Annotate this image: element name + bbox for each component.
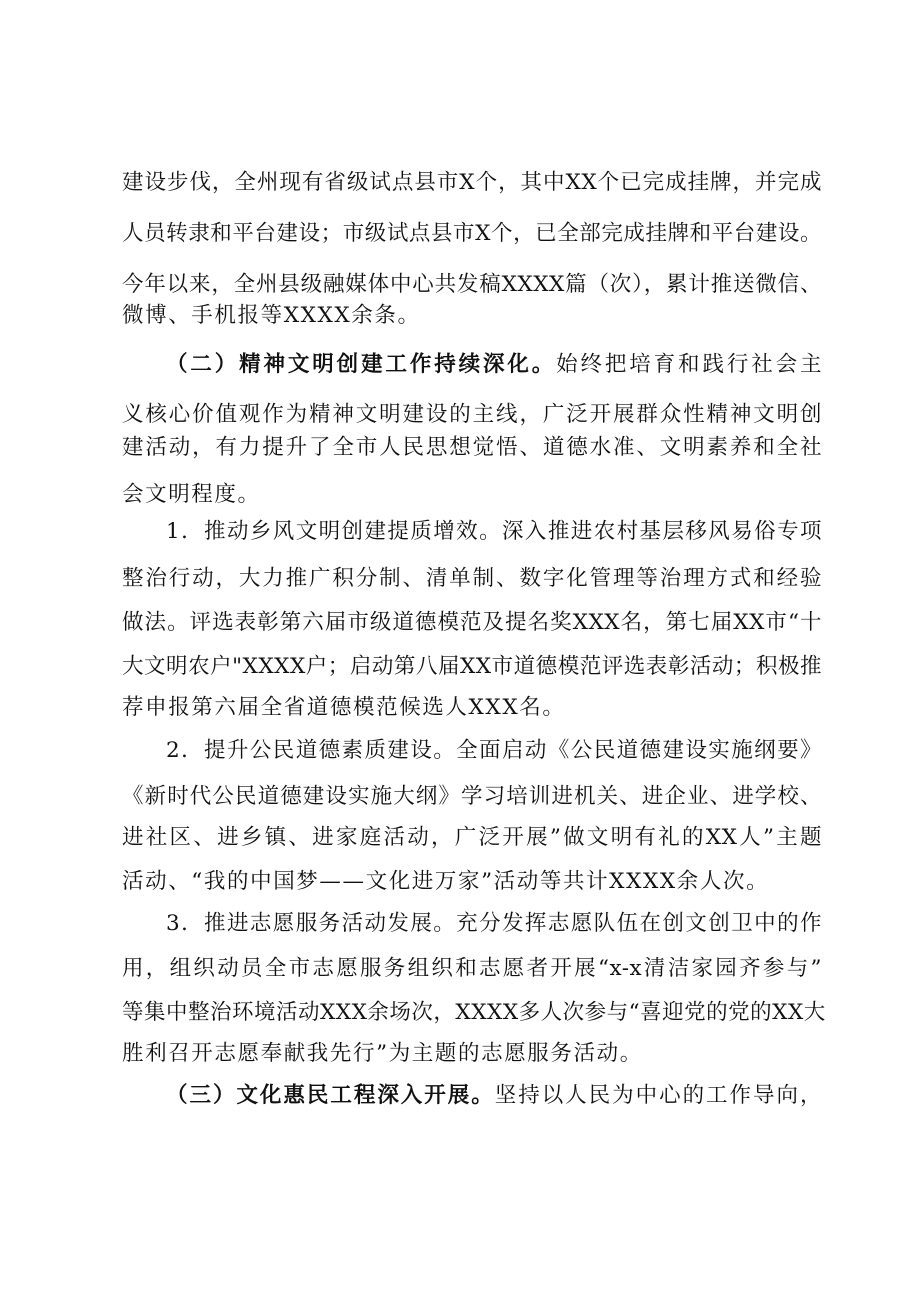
item2-line-1: 2．提升公民道德素质建设。全面启动《公民道德建设实施纲要》 <box>166 738 822 763</box>
item3-line-1: 3．推进志愿服务活动发展。充分发挥志愿队伍在创文创卫中的作 <box>166 911 822 936</box>
section2-line-4: 会文明程度。 <box>122 482 261 507</box>
para1-line-3: 今年以来，全州县级融媒体中心共发稿XXXX篇（次），累计推送微信、 <box>122 272 822 297</box>
item3-line-2: 用，组织动员全市志愿服务组织和志愿者开展“x-x清洁家园齐参与” <box>122 956 822 981</box>
item2-line-4: 活动、“我的中国梦——文化进万家”活动等共计XXXX余人次。 <box>122 869 770 894</box>
item1-line-1: 1．推动乡风文明创建提质增效。深入推进农村基层移风易俗专项 <box>166 519 822 544</box>
item1-line-5: 荐申报第六届全省道德模范候选人XXX名。 <box>122 695 566 720</box>
section2-line-1 <box>166 345 822 385</box>
item3-line-3: 等集中整治环境活动XXX余场次，XXXX多人次参与“喜迎党的党的XX大 <box>122 1000 826 1025</box>
para1-line-2: 人员转隶和平台建设；市级试点县市X个，已全部完成挂牌和平台建设。 <box>122 221 822 246</box>
item2-line-3: 进社区、进乡镇、进家庭活动，广泛开展”做文明有礼的XX人”主题 <box>122 825 822 850</box>
section3-heading-rest: 坚持以人民为中心的工作导向， <box>494 1083 822 1108</box>
item1-line-4: 大文明农户"XXXX户；启动第八届XX市道德模范评选表彰活动；积极推 <box>122 654 822 679</box>
para1-line-1: 建设步伐，全州现有省级试点县市X个，其中XX个已完成挂牌，并完成 <box>122 170 822 195</box>
section2-heading-rest: 始终把培育和践行社会主 <box>556 352 822 377</box>
section2-line-3: 建活动，有力提升了全市人民思想觉悟、道德水准、文明素养和全社 <box>122 435 822 460</box>
item3-line-4: 胜利召开志愿奉献我先行”为主题的志愿服务活动。 <box>122 1041 643 1066</box>
para1-line-4: 微博、手机报等XXXX余条。 <box>122 303 421 328</box>
item2-line-2: 《新时代公民道德建设实施大纲》学习培训进机关、进企业、进学校、 <box>122 784 822 809</box>
section3-line-1 <box>166 1076 822 1116</box>
section2-heading: （二）精神文明创建工作持续深化。 <box>166 352 557 377</box>
section3-heading: （三）文化惠民工程深入开展。 <box>166 1083 495 1108</box>
item1-line-3: 做法。评选表彰第六届市级道德模范及提名奖XXX名，第七届XX市“十 <box>122 610 822 635</box>
item1-line-2: 整治行动，大力推广积分制、清单制、数字化管理等治理方式和经验 <box>122 566 822 591</box>
section2-line-2: 义核心价值观作为精神文明建设的主线，广泛开展群众性精神文明创 <box>122 402 822 427</box>
